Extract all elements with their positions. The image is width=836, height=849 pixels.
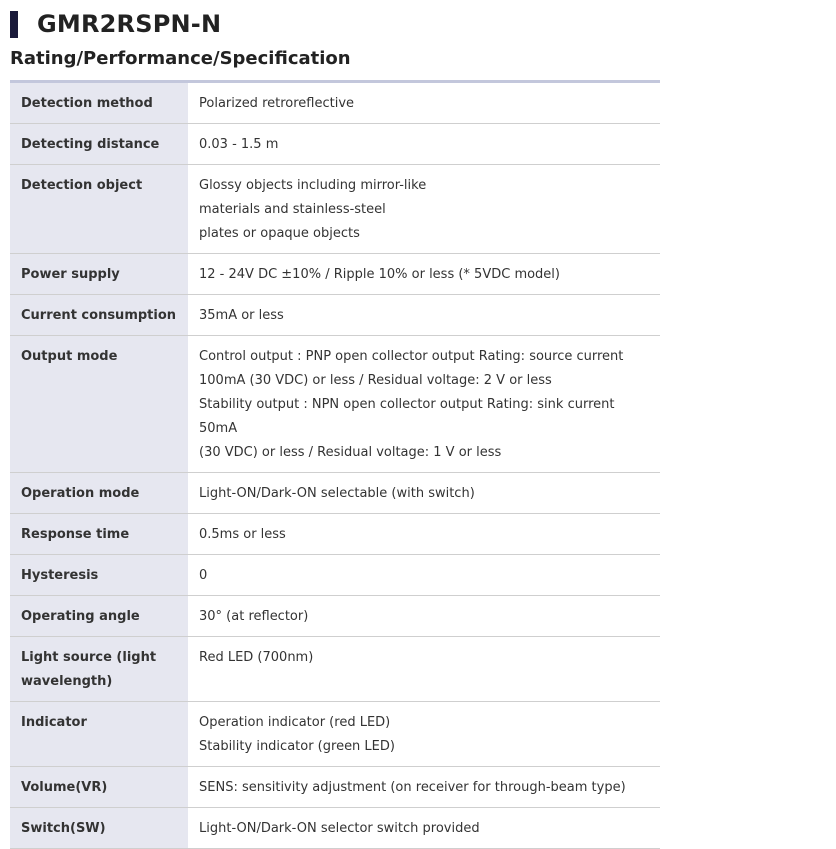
spec-value	[188, 596, 660, 637]
spec-value	[188, 473, 660, 514]
spec-value-line: 12 - 24V DC ±10% / Ripple 10% or less (* 5VDC model)	[199, 267, 560, 282]
spec-value	[188, 165, 660, 254]
spec-value-line: 30° (at reflector)	[199, 609, 309, 624]
spec-value	[188, 514, 660, 555]
spec-label: Detection object	[10, 165, 188, 254]
spec-label: Volume(VR)	[10, 767, 188, 808]
spec-row	[10, 702, 660, 767]
spec-label: Hysteresis	[10, 555, 188, 596]
spec-value-line: SENS: sensitivity adjustment (on receiver for through-beam type)	[199, 780, 626, 795]
spec-value	[188, 254, 660, 295]
spec-value	[188, 808, 660, 849]
spec-row	[10, 514, 660, 555]
spec-row	[10, 596, 660, 637]
spec-row	[10, 165, 660, 254]
spec-value-line: 0.03 - 1.5 m	[199, 137, 279, 152]
spec-row	[10, 124, 660, 165]
section-title: Rating/Performance/Specification	[10, 48, 351, 69]
title-accent-bar	[10, 11, 18, 38]
spec-value-line: Red LED (700nm)	[199, 650, 314, 665]
spec-value-line: Polarized retroreflective	[199, 96, 355, 111]
spec-label: Detection method	[10, 82, 188, 124]
spec-label: Switch(SW)	[10, 808, 188, 849]
spec-value-line: Operation indicator (red LED)	[199, 715, 391, 730]
spec-value	[188, 555, 660, 596]
page-header	[10, 10, 221, 38]
spec-value-line: 35mA or less	[199, 308, 284, 323]
spec-value-line: 0	[199, 568, 208, 583]
spec-label: Power supply	[10, 254, 188, 295]
spec-value-line: 0.5ms or less	[199, 527, 286, 542]
spec-value-line: materials and stainless-steel	[199, 202, 386, 217]
spec-value	[188, 637, 660, 702]
spec-row	[10, 254, 660, 295]
spec-value-line: Stability indicator (green LED)	[199, 739, 395, 754]
spec-value	[188, 336, 660, 473]
spec-value-line: Glossy objects including mirror-like	[199, 178, 427, 193]
spec-value-line: Light-ON/Dark-ON selector switch provided	[199, 821, 480, 836]
spec-value-line: Control output : PNP open collector output Rating: source current	[199, 349, 624, 364]
spec-table	[10, 80, 660, 849]
spec-table-body	[10, 82, 660, 849]
spec-label: Output mode	[10, 336, 188, 473]
spec-label: Current consumption	[10, 295, 188, 336]
spec-value	[188, 295, 660, 336]
spec-row	[10, 336, 660, 473]
spec-row	[10, 808, 660, 849]
spec-value-line: (30 VDC) or less / Residual voltage: 1 V or less	[199, 445, 502, 460]
spec-label: Operating angle	[10, 596, 188, 637]
spec-value-line: Light-ON/Dark-ON selectable (with switch)	[199, 486, 475, 501]
spec-row	[10, 473, 660, 514]
spec-row	[10, 82, 660, 124]
spec-value-line: 100mA (30 VDC) or less / Residual voltage: 2 V or less	[199, 373, 552, 388]
page-title: GMR2RSPN-N	[37, 10, 222, 38]
spec-value	[188, 702, 660, 767]
spec-value	[188, 82, 660, 124]
spec-row	[10, 555, 660, 596]
spec-label: Light source (light wavelength)	[10, 637, 188, 702]
spec-value-line: Stability output : NPN open collector output Rating: sink current 50mA	[199, 397, 615, 436]
spec-row	[10, 295, 660, 336]
spec-label: Operation mode	[10, 473, 188, 514]
spec-row	[10, 767, 660, 808]
spec-value-line: plates or opaque objects	[199, 226, 360, 241]
spec-label: Detecting distance	[10, 124, 188, 165]
spec-row	[10, 637, 660, 702]
spec-label: Indicator	[10, 702, 188, 767]
spec-value	[188, 124, 660, 165]
spec-value	[188, 767, 660, 808]
spec-label: Response time	[10, 514, 188, 555]
